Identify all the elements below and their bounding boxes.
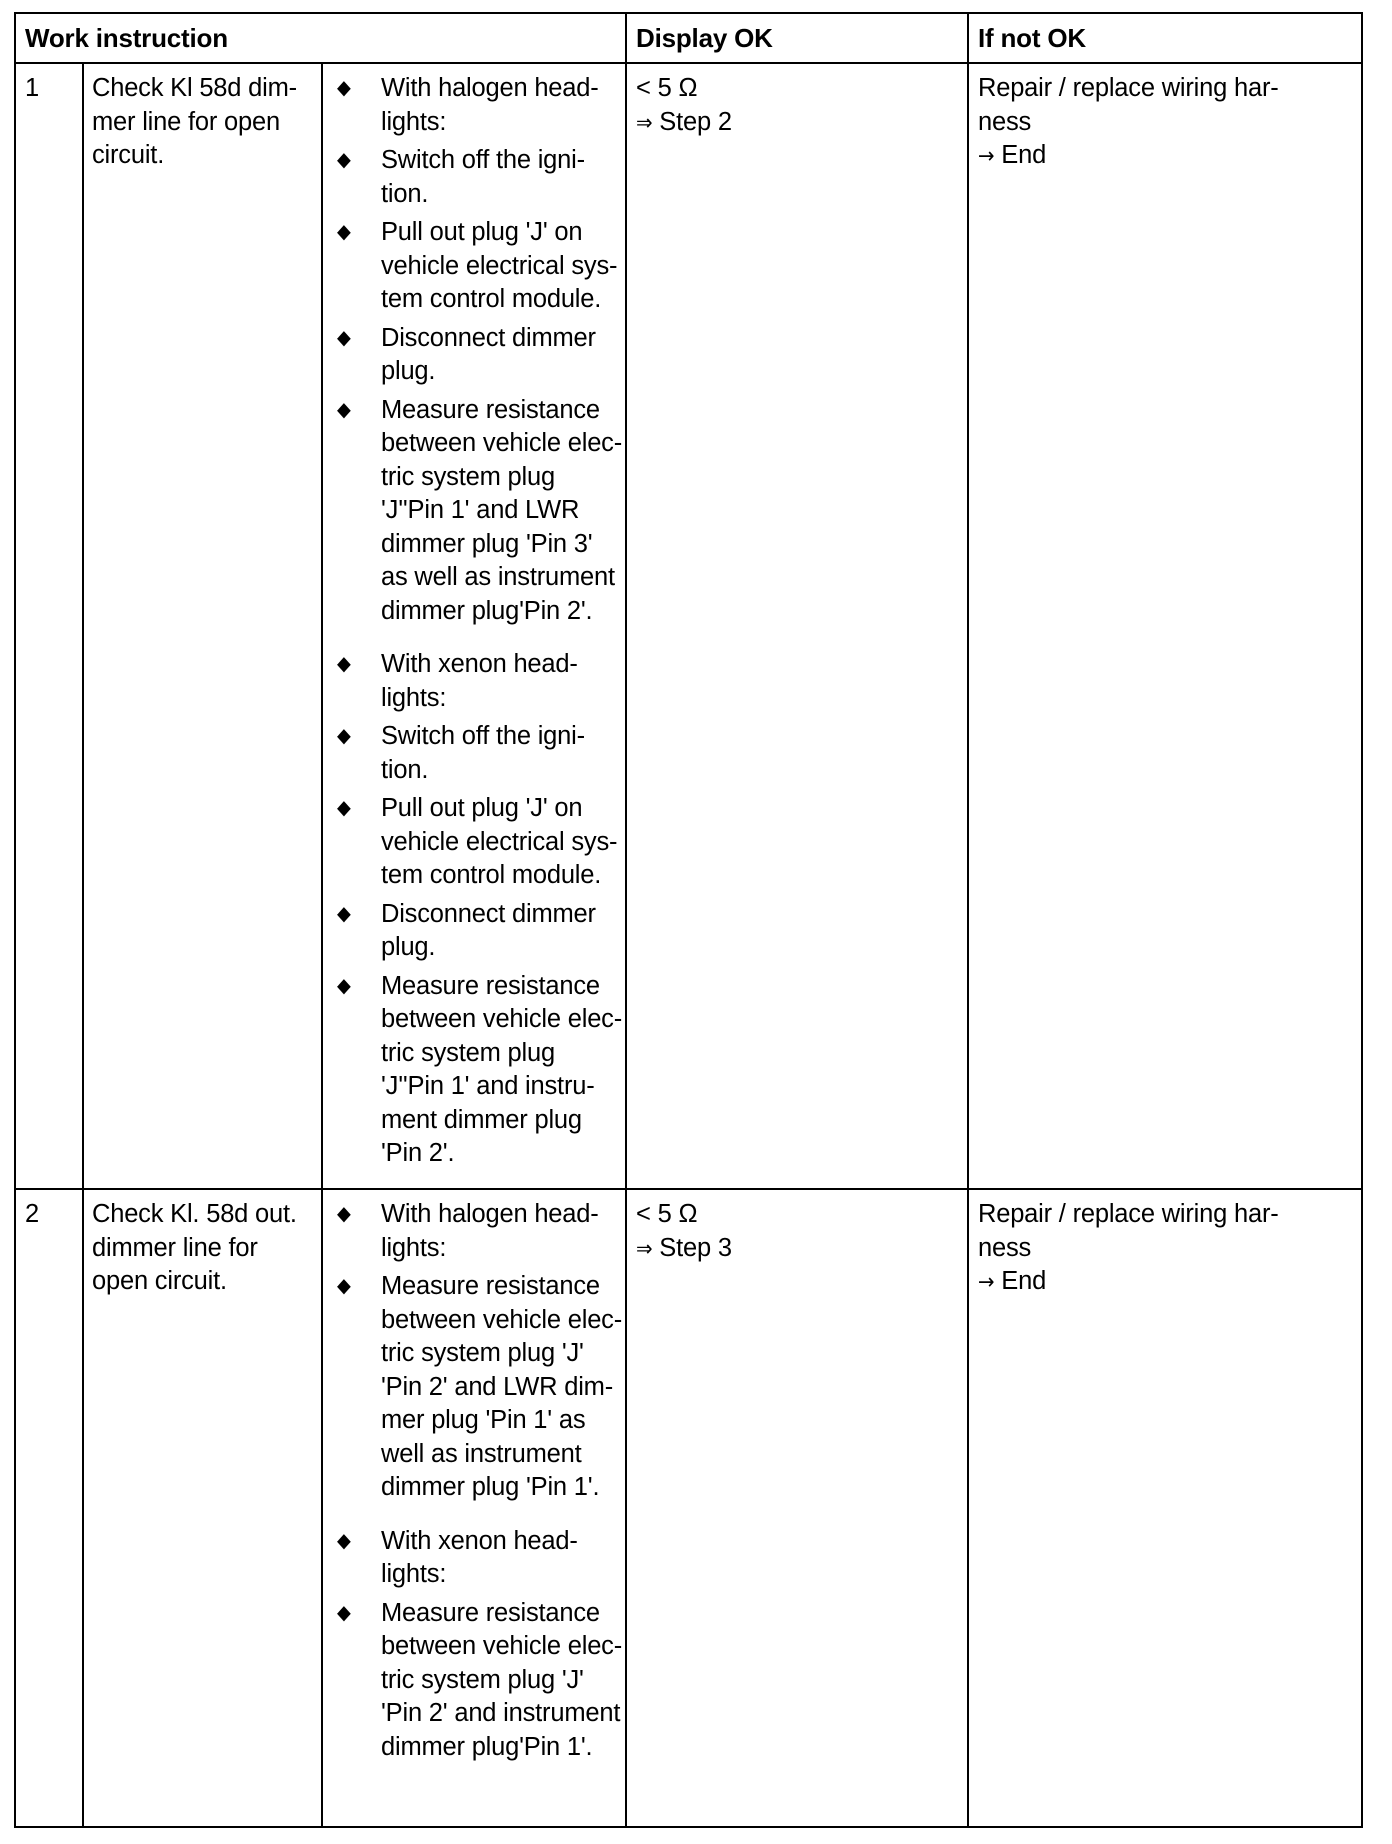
step-line: tric system plug 'J': [381, 1665, 584, 1694]
diamond-bullet-icon: ◆: [337, 1529, 351, 1552]
row-2-not-ok-next: [978, 1265, 1358, 1300]
diamond-bullet-icon: ◆: [337, 1275, 351, 1297]
step-line: Switch off the igni-: [381, 722, 585, 750]
step-line: vehicle electrical sys-: [381, 827, 618, 856]
text-line: Repair / replace wiring har-: [978, 74, 1279, 102]
arrow-right-icon: →: [978, 144, 995, 169]
step-item: [337, 72, 623, 139]
step-item: [337, 1270, 623, 1505]
step-line: Measure resistance: [381, 395, 600, 424]
diamond-bullet-icon: ◆: [337, 725, 351, 747]
step-line: 'Pin 2'.: [381, 1139, 455, 1167]
text-line: dimmer line for: [92, 1233, 258, 1262]
row-1-display-ok: [636, 72, 732, 140]
column-divider: [967, 14, 969, 1826]
step-line: ment dimmer plug: [381, 1105, 582, 1134]
text-line: Repair / replace wiring har-: [978, 1200, 1279, 1228]
step-item: [337, 1525, 623, 1592]
step-line: well as instrument: [381, 1439, 582, 1468]
step-item: [337, 792, 623, 893]
step-line: tric system plug: [381, 462, 555, 491]
step-line: plug.: [381, 933, 436, 961]
diamond-bullet-icon: ◆: [337, 326, 351, 349]
step-line: tric system plug: [381, 1038, 555, 1067]
step-line: dimmer plug'Pin 2'.: [381, 596, 593, 625]
step-line: lights:: [381, 683, 447, 712]
step-line: 'J''Pin 1' and instru-: [381, 1072, 595, 1100]
step-line: Switch off the igni-: [381, 146, 585, 174]
diamond-bullet-icon: ◆: [337, 221, 351, 243]
text-line: open circuit.: [92, 1267, 227, 1295]
row-1-ok-next: [636, 106, 732, 141]
row-1-not-ok-next: [978, 139, 1358, 174]
step-line: Pull out plug 'J' on: [381, 218, 583, 246]
step-line: tem control module.: [381, 861, 602, 889]
step-line: as well as instrument: [381, 563, 615, 591]
column-divider: [625, 14, 627, 1826]
row-1-number: 1: [25, 74, 39, 102]
row-2-not-ok-end: End: [1001, 1267, 1047, 1295]
column-divider: [321, 64, 323, 1826]
step-line: Measure resistance: [381, 1272, 600, 1300]
row-2-number: 2: [25, 1200, 39, 1228]
step-item: [337, 144, 623, 211]
double-arrow-right-icon: ⇒: [636, 110, 653, 136]
row-2-if-not-ok: [978, 1198, 1358, 1300]
step-line: between vehicle elec-: [381, 429, 623, 457]
step-line: Measure resistance: [381, 1598, 600, 1627]
header-if-not-ok: If not OK: [978, 23, 1086, 53]
step-line: tion.: [381, 755, 429, 784]
row-2-ok-value: < 5 Ω: [636, 1200, 698, 1228]
step-line: Disconnect dimmer: [381, 323, 596, 352]
step-line: Pull out plug 'J' on: [381, 794, 583, 822]
step-item: [337, 1597, 623, 1765]
step-line: 'Pin 2' and LWR dim-: [381, 1372, 614, 1401]
text-line: mer line for open: [92, 107, 280, 136]
header-work-instruction: Work instruction: [25, 23, 228, 53]
column-divider: [82, 64, 84, 1826]
step-line: vehicle electrical sys-: [381, 251, 618, 280]
step-line: between vehicle elec-: [381, 1305, 623, 1334]
row-2-steps: [337, 1198, 623, 1764]
step-line: tem control module.: [381, 285, 602, 313]
step-line: With xenon head-: [381, 650, 578, 678]
step-line: 'Pin 2' and instrument: [381, 1699, 621, 1727]
row-2-not-ok-text: [978, 1198, 1358, 1265]
step-item: [337, 970, 623, 1171]
step-item: [337, 394, 623, 629]
diamond-bullet-icon: ◆: [337, 653, 351, 675]
step-line: dimmer plug 'Pin 1'.: [381, 1473, 600, 1501]
diamond-bullet-icon: ◆: [337, 902, 351, 925]
step-item: [337, 898, 623, 965]
double-arrow-right-icon: ⇒: [636, 1236, 653, 1262]
step-item: [337, 322, 623, 389]
row-2-display-ok: [636, 1198, 732, 1266]
row-1-check-text: [92, 72, 317, 173]
diamond-bullet-icon: ◆: [337, 398, 351, 421]
text-line: Check Kl 58d dim-: [92, 74, 297, 102]
row-1-steps: [337, 72, 623, 1171]
diamond-bullet-icon: ◆: [337, 1203, 351, 1225]
diamond-bullet-icon: ◆: [337, 974, 351, 997]
work-instruction-table: [14, 12, 1363, 1828]
row-1-if-not-ok: [978, 72, 1358, 174]
arrow-right-icon: →: [978, 1270, 995, 1295]
step-line: lights:: [381, 1233, 447, 1262]
step-line: Disconnect dimmer: [381, 899, 596, 928]
diamond-bullet-icon: ◆: [337, 149, 351, 171]
header-display-ok: Display OK: [636, 23, 773, 53]
text-line: ness: [978, 107, 1032, 136]
step-line: dimmer plug 'Pin 3': [381, 529, 593, 558]
row-1-ok-step: Step 2: [659, 107, 732, 136]
step-item: [337, 1198, 623, 1265]
step-line: plug.: [381, 357, 436, 385]
step-line: mer plug 'Pin 1' as: [381, 1406, 586, 1434]
row-2-check-text: [92, 1198, 317, 1299]
step-line: tric system plug 'J': [381, 1339, 584, 1367]
row-1-ok-value: < 5 Ω: [636, 74, 698, 102]
step-item: [337, 720, 623, 787]
step-line: lights:: [381, 1560, 447, 1588]
row-1-not-ok-text: [978, 72, 1358, 139]
step-line: lights:: [381, 107, 447, 136]
row-2-ok-next: [636, 1232, 732, 1267]
step-item: [337, 216, 623, 317]
text-line: ness: [978, 1233, 1032, 1262]
step-line: tion.: [381, 179, 429, 208]
step-line: between vehicle elec-: [381, 1632, 623, 1660]
step-line: Measure resistance: [381, 971, 600, 1000]
row-2-ok-step: Step 3: [659, 1233, 732, 1262]
diamond-bullet-icon: ◆: [337, 797, 351, 819]
text-line: Check Kl. 58d out.: [92, 1200, 297, 1228]
step-item: [337, 648, 623, 715]
step-line: With halogen head-: [381, 1200, 599, 1228]
row-divider: [16, 62, 1361, 64]
row-1-not-ok-end: End: [1001, 141, 1047, 169]
row-divider: [16, 1188, 1361, 1190]
step-line: With xenon head-: [381, 1526, 578, 1555]
diamond-bullet-icon: ◆: [337, 1601, 351, 1624]
step-line: dimmer plug'Pin 1'.: [381, 1732, 593, 1761]
step-line: 'J''Pin 1' and LWR: [381, 496, 580, 524]
step-line: With halogen head-: [381, 74, 599, 102]
step-line: between vehicle elec-: [381, 1005, 623, 1033]
text-line: circuit.: [92, 141, 165, 169]
diamond-bullet-icon: ◆: [337, 77, 351, 99]
